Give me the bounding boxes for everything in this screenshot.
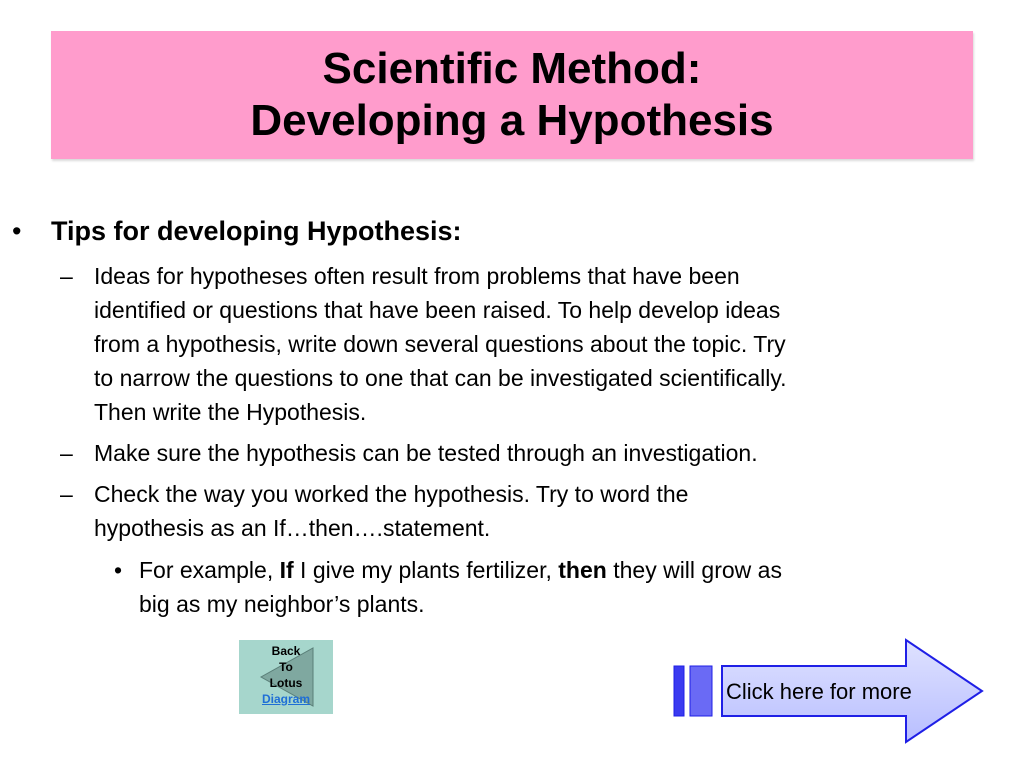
example-if-word: If [279, 557, 294, 583]
tips-heading: Tips for developing Hypothesis: [51, 216, 462, 246]
example-text [139, 553, 954, 621]
diagram-link[interactable]: Diagram [261, 692, 311, 706]
bullet-mark: • [12, 216, 22, 246]
back-to-lotus-diagram-button[interactable] [239, 640, 333, 714]
bullet-mark: • [114, 557, 123, 583]
tip-text [94, 436, 960, 470]
tip-text [94, 259, 960, 429]
example-part-1: For example, [139, 557, 280, 583]
tip-line: Ideas for hypotheses often result from problems that have been [94, 263, 740, 289]
dash-mark: – [60, 440, 73, 466]
back-button-label [239, 643, 333, 707]
more-button-label: Click here for more [726, 679, 912, 704]
dash-mark: – [60, 481, 73, 507]
title-line-2: Developing a Hypothesis [250, 96, 774, 145]
tip-item-2 [60, 436, 960, 470]
example-part-3: they will grow as [606, 557, 782, 583]
tip-line: from a hypothesis, write down several questions about the topic. Try [94, 331, 786, 357]
tip-text [94, 477, 960, 545]
example-then-word: then [558, 557, 607, 583]
tip-line: Then write the Hypothesis. [94, 399, 367, 425]
slide-title [51, 31, 973, 159]
back-line-3: Lotus [269, 676, 303, 690]
example-line-2: big as my neighbor’s plants. [139, 591, 425, 617]
back-line-1: Back [271, 644, 301, 658]
tip-line: identified or questions that have been raised. To help develop ideas [94, 297, 781, 323]
tip-item-3 [60, 477, 960, 545]
dash-mark: – [60, 263, 73, 289]
example-item [114, 553, 954, 621]
example-line-1 [139, 553, 954, 587]
tip-line: hypothesis as an If…then….statement. [94, 515, 491, 541]
tip-item-1 [60, 259, 960, 429]
click-here-for-more-button[interactable] [670, 636, 986, 746]
tip-line: Make sure the hypothesis can be tested through an investigation. [94, 440, 758, 466]
back-line-2: To [279, 660, 293, 674]
title-line-1: Scientific Method: [322, 44, 702, 93]
example-part-2: I give my plants fertilizer, [293, 557, 559, 583]
tip-line: to narrow the questions to one that can be investigated scientifically. [94, 365, 787, 391]
tip-line: Check the way you worked the hypothesis. Try to word the [94, 481, 689, 507]
